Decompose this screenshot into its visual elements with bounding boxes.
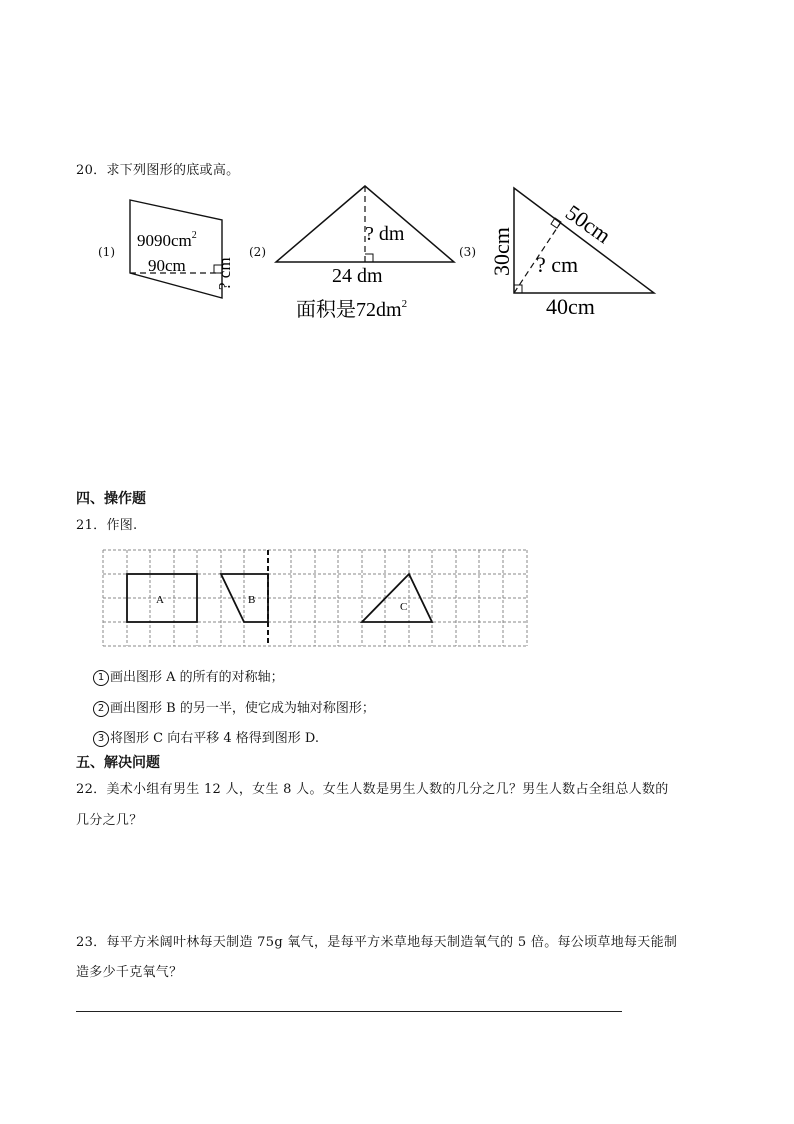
fig1-base-text: 90cm — [148, 256, 186, 275]
fig3-triangle — [514, 188, 654, 293]
section5-title: 五、解决问题 — [76, 755, 160, 771]
item-3-text: 将图形 C 向右平移 4 格得到图形 D. — [110, 731, 319, 746]
q22-line-1: 22．美术小组有男生 12 人，女生 8 人。女生人数是男生人数的几分之几？男生人数占全组总人数的 — [76, 782, 669, 797]
fig2-label: (2) — [249, 245, 266, 259]
shape-b-label: B — [248, 594, 256, 606]
q21-item-3 — [93, 727, 319, 747]
fig3-vertical-leg-text: 30cm — [489, 227, 514, 276]
q21-prompt: 21．作图. — [76, 518, 138, 533]
shape-c-triangle — [362, 574, 432, 622]
fig1-area-text: $9090cm^2$ — [137, 230, 197, 250]
fig3-height-text: ? cm — [536, 252, 579, 277]
fig1-parallelogram-diagram — [120, 190, 250, 305]
grid-lines — [103, 550, 527, 646]
q22-line-2: 几分之几？ — [76, 813, 143, 828]
q21-grid-diagram — [100, 548, 530, 650]
fig2-triangle-diagram — [270, 180, 460, 325]
q21-item-1 — [93, 666, 284, 686]
item-1-text: 画出图形 A 的所有的对称轴； — [110, 670, 284, 685]
fig2-height-text: ? dm — [365, 223, 405, 245]
fig3-hypotenuse-text: 50cm — [561, 199, 616, 249]
item-2-text: 画出图形 B 的另一半，使它成为轴对称图形； — [110, 701, 375, 716]
section4-title: 四、操作题 — [76, 491, 146, 507]
item-2-marker: 2 — [93, 701, 109, 717]
q21-item-2 — [93, 697, 375, 717]
fig2-area-caption: 面积是$72dm^2$ — [296, 298, 408, 321]
q23-line-1: 23．每平方米阔叶林每天制造 75g 氧气，是每平方米草地每天制造氧气的 5 倍。每公顷草地每天能制 — [76, 935, 678, 950]
fig3-right-triangle-diagram — [478, 178, 668, 323]
fig1-height-text: ? cm — [215, 257, 234, 290]
item-1-marker: 1 — [93, 670, 109, 686]
fig2-base-text: 24 dm — [332, 265, 383, 287]
q20-prompt: 20．求下列图形的底或高。 — [76, 163, 240, 178]
footer-rule — [76, 1011, 622, 1012]
shape-c-label: C — [400, 601, 408, 613]
fig3-label: (3) — [459, 245, 476, 259]
q23-line-2: 造多少千克氧气？ — [76, 965, 183, 980]
shape-a-label: A — [156, 594, 164, 606]
fig1-label: (1) — [98, 245, 115, 259]
fig2-right-angle-mark — [365, 254, 373, 262]
item-3-marker: 3 — [93, 731, 109, 747]
fig3-horizontal-leg-text: 40cm — [546, 294, 595, 319]
